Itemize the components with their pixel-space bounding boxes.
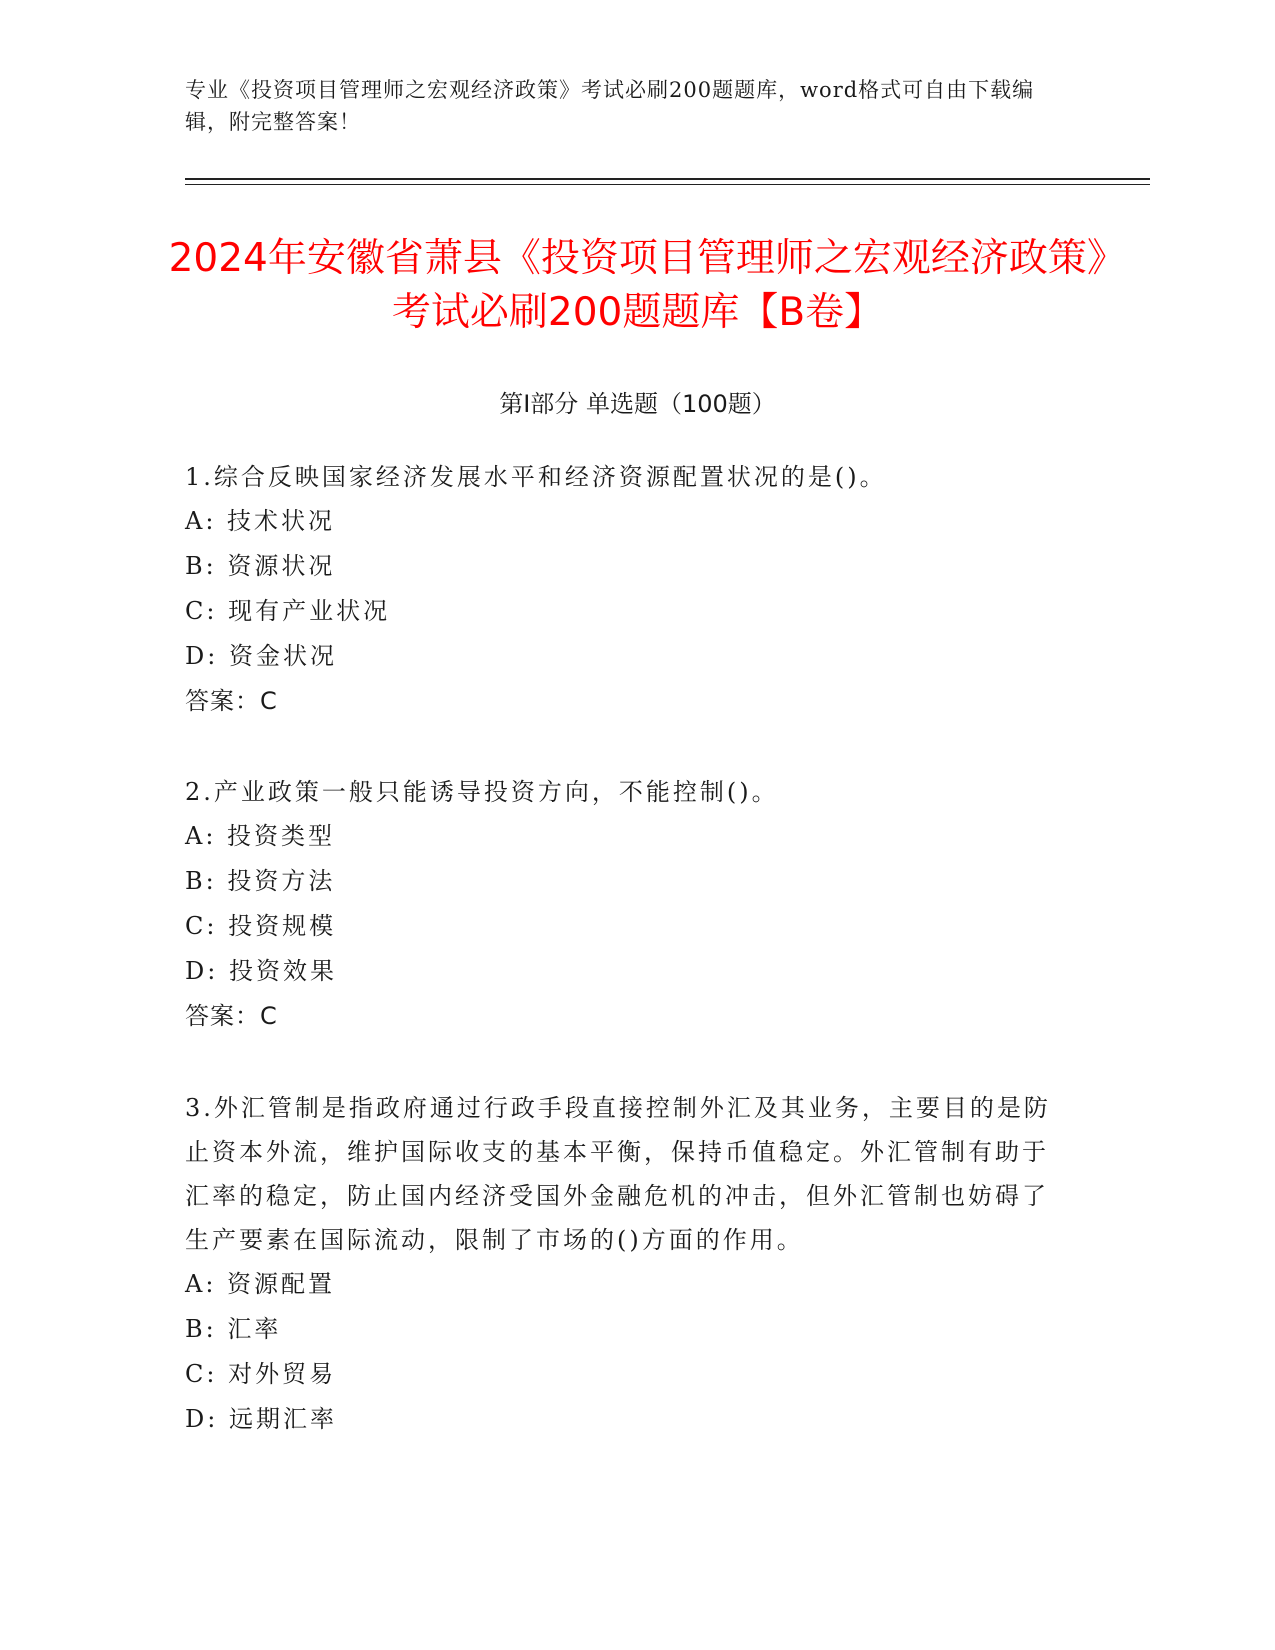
- question-3: [185, 1086, 1065, 1442]
- header-divider-thin: [185, 184, 1150, 185]
- option-d: D: 投资效果: [185, 957, 337, 985]
- option-a: A: 投资类型: [185, 822, 336, 850]
- option-d: D: 远期汇率: [185, 1405, 337, 1433]
- question-stem: 2.产业政策一般只能诱导投资方向，不能控制()。: [185, 778, 779, 806]
- option-b: B: 汇率: [185, 1315, 282, 1343]
- question-2: [185, 770, 1065, 1039]
- option-d: D: 资金状况: [185, 642, 337, 670]
- section-title: 第Ⅰ部分 单选题（100题）: [499, 390, 776, 418]
- option-c: C: 现有产业状况: [185, 597, 391, 625]
- option-b: B: 资源状况: [185, 552, 336, 580]
- answer: 答案：C: [185, 687, 278, 715]
- question-1: [185, 455, 1065, 724]
- header-note: 专业《投资项目管理师之宏观经济政策》考试必刷200题题库，word格式可自由下载编辑，附完整答案！: [185, 78, 1035, 134]
- option-c: C: 对外贸易: [185, 1360, 337, 1388]
- option-a: A: 技术状况: [185, 507, 336, 535]
- document-title: 2024年安徽省萧县《投资项目管理师之宏观经济政策》考试必刷200题题库【B卷】: [168, 236, 1107, 335]
- question-stem: 3.外汇管制是指政府通过行政手段直接控制外汇及其业务，主要目的是防止资本外流，维护国际收支的基本平衡，保持币值稳定。外汇管制有助于汇率的稳定，防止国内经济受国外金融危机的冲击，但外汇管制也妨碍了生产要素在国际流动，限制了市场的()方面的作用。: [185, 1094, 1051, 1254]
- option-a: A: 资源配置: [185, 1270, 336, 1298]
- option-c: C: 投资规模: [185, 912, 337, 940]
- question-stem: 1.综合反映国家经济发展水平和经济资源配置状况的是()。: [185, 463, 887, 491]
- header-divider-thick: [185, 178, 1150, 180]
- option-b: B: 投资方法: [185, 867, 336, 895]
- answer: 答案：C: [185, 1002, 278, 1030]
